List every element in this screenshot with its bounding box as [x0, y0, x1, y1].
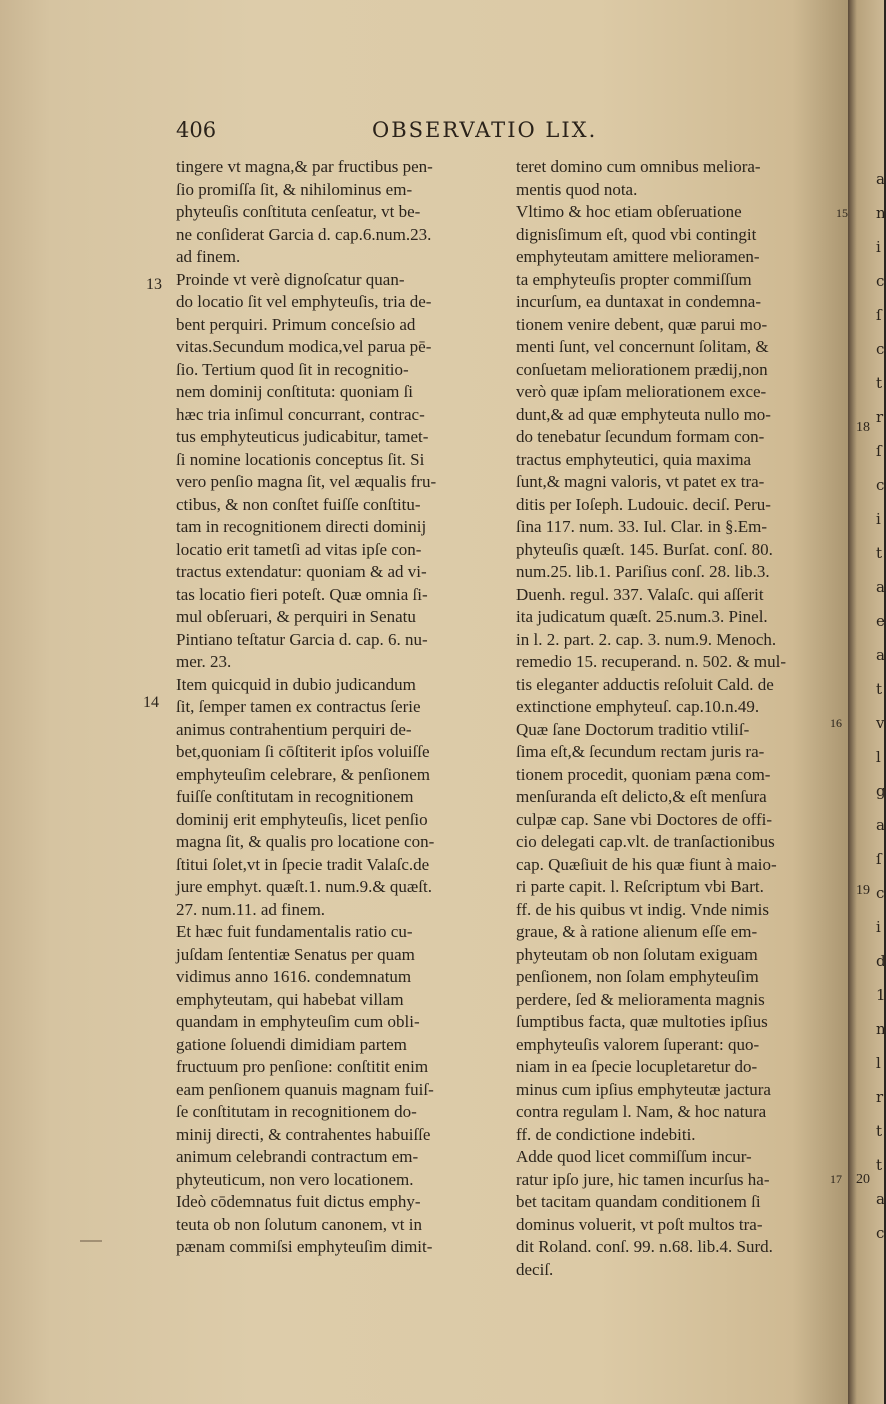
- left-column-line: bet,quoniam ſi cōſtiterit ipſos voluiſſe: [176, 742, 430, 761]
- left-column-line: ſit, ſemper tamen ex contractus ſerie: [176, 697, 421, 716]
- left-column-line: locatio erit tametſi ad vitas ipſe con-: [176, 539, 422, 559]
- left-column-line: nem dominij conſtituta: quoniam ſi: [176, 382, 414, 401]
- left-column-line: vidimus anno 1616. condemnatum: [176, 967, 412, 986]
- left-column-line: animum celebrandi contractum em-: [176, 1147, 419, 1166]
- right-column-line: niam in ea ſpecie locupletaretur do-: [516, 1057, 758, 1076]
- right-column-line: menſuranda eſt delicto,& eſt menſura: [516, 787, 767, 806]
- left-column-line: ſi nomine locationis conceptus ſit. Si: [176, 449, 425, 469]
- right-column-line: minus cum ipſius emphyteutæ jactura: [516, 1079, 771, 1099]
- edge-letter: i: [876, 510, 881, 528]
- right-column-line: extinctione emphyteuſ. cap.10.n.49.: [516, 697, 760, 716]
- edge-letter: c: [876, 340, 885, 358]
- left-column-line: Proinde vt verè dignoſcatur quan-: [176, 269, 405, 289]
- right-column-line: penſionem, non ſolam emphyteuſim: [516, 967, 759, 986]
- edge-letter: c: [876, 884, 885, 902]
- edge-letter: a: [876, 578, 885, 596]
- right-column-line: tionem procedit, quoniam pæna com-: [516, 764, 771, 784]
- left-column-line: quandam in emphyteuſim cum obli-: [176, 1012, 420, 1031]
- right-column-line: remedio 15. recuperand. n. 502. & mul-: [516, 652, 787, 671]
- edge-letter: a: [876, 646, 885, 664]
- edge-letter: d: [876, 952, 886, 970]
- edge-letter: v: [876, 714, 885, 732]
- left-column-line: animus contrahentium perquiri de-: [176, 719, 412, 739]
- left-column-line: ſio. Tertium quod ſit in recognitio-: [176, 359, 409, 379]
- left-column-line: tingere vt magna,& par fructibus pen-: [176, 157, 433, 176]
- edge-letter: a: [876, 816, 885, 834]
- right-column-line: bet tacitam quandam conditionem ſi: [516, 1192, 761, 1211]
- right-column-line: emphyteutam amittere melioramen-: [516, 247, 760, 266]
- left-column-line: fuiſſe conſtitutam in recognitionem: [176, 787, 414, 806]
- right-column-line: teret domino cum omnibus meliora-: [516, 157, 761, 176]
- left-column-line: tam in recognitionem directi dominij: [176, 517, 427, 536]
- margin-number-17: 17: [830, 1172, 842, 1186]
- right-column-line: ſina 117. num. 33. Iul. Clar. in §.Em-: [516, 517, 768, 536]
- right-column-line: ita judicatum quæſt. 25.num.3. Pinel.: [516, 607, 768, 626]
- right-column-line: tionem venire debent, quæ parui mo-: [516, 314, 768, 334]
- edge-letter: n: [876, 1020, 886, 1038]
- left-column-line: 27. num.11. ad finem.: [176, 899, 326, 919]
- edge-letter: g: [876, 782, 886, 800]
- edge-letter: t: [876, 544, 883, 562]
- right-column-line: conſuetam meliorationem prædij,non: [516, 359, 768, 379]
- left-column-line: hæc tria inſimul concurrant, contrac-: [176, 404, 425, 424]
- ink-mark: [80, 1240, 102, 1242]
- right-column-line: tis eleganter adductis reſoluit Cald. de: [516, 674, 774, 694]
- edge-letter: l: [876, 748, 881, 766]
- left-column-line: fructuum pro penſione: conſtitit enim: [176, 1057, 429, 1076]
- right-column-line: num.25. lib.1. Pariſius conſ. 28. lib.3.: [516, 562, 770, 581]
- left-column-line: eam penſionem quanuis magnam fuiſ-: [176, 1079, 434, 1099]
- right-column-line: mentis quod nota.: [516, 179, 638, 199]
- left-column-line: minij directi, & contrahentes habuiſſe: [176, 1124, 431, 1144]
- edge-letter: t: [876, 374, 883, 392]
- next-page-margin-19: 19: [856, 883, 870, 898]
- right-column-line: deciſ.: [516, 1259, 554, 1279]
- right-column-line: Vltimo & hoc etiam obſeruatione: [516, 202, 742, 221]
- left-column-line: do locatio ſit vel emphyteuſis, tria de-: [176, 292, 432, 311]
- edge-letter: e: [876, 612, 885, 630]
- left-column-line: ſio promiſſa ſit, & nihilominus em-: [176, 179, 413, 199]
- edge-letter: c: [876, 272, 885, 290]
- edge-letter: c: [876, 476, 885, 494]
- margin-number-16: 16: [830, 716, 842, 730]
- next-page-edge: [848, 0, 884, 1404]
- left-column-line: jure emphyt. quæſt.1. num.9.& quæſt.: [176, 877, 432, 896]
- right-column-line: menti ſunt, vel concernunt ſolitam, &: [516, 337, 769, 356]
- left-column-line: bent perquiri. Primum conceſsio ad: [176, 314, 416, 334]
- right-column-line: phyteuſis quæſt. 145. Burſat. conſ. 80.: [516, 539, 773, 559]
- left-text-column: [176, 156, 494, 1259]
- right-column-line: phyteutam ob non ſolutam exiguam: [516, 944, 758, 964]
- edge-letter: r: [876, 408, 884, 426]
- edge-letter: r: [876, 1088, 884, 1106]
- right-column-line: dignisſimum eſt, quod vbi contingit: [516, 224, 757, 244]
- left-column-line: pænam commiſsi emphyteuſim dimit-: [176, 1237, 433, 1256]
- right-column-line: dit Roland. conſ. 99. n.68. lib.4. Surd.: [516, 1237, 773, 1256]
- right-column-line: contra regulam l. Nam, & hoc natura: [516, 1102, 767, 1121]
- left-column-line: juſdam ſententiæ Senatus per quam: [176, 944, 415, 964]
- left-column-line: emphyteuſim celebrare, & penſionem: [176, 764, 430, 784]
- right-column-line: cio delegati cap.vlt. de tranſactionibus: [516, 832, 775, 851]
- left-column-line: ad finem.: [176, 247, 241, 266]
- right-column-line: incurſum, ea duntaxat in condemna-: [516, 292, 761, 311]
- right-text-column: [516, 156, 838, 1281]
- margin-number-13: 13: [146, 276, 162, 293]
- edge-letter: l: [876, 1054, 881, 1072]
- edge-letter: n: [876, 204, 886, 222]
- left-column-line: mer. 23.: [176, 652, 232, 671]
- left-column-line: Item quicquid in dubio judicandum: [176, 674, 416, 694]
- edge-letter: ſ: [876, 442, 882, 460]
- right-column-line: do tenebatur ſecundum formam con-: [516, 427, 765, 446]
- left-column-line: tractus extendatur: quoniam & ad vi-: [176, 562, 427, 581]
- right-column-line: Quæ ſane Doctorum traditio vtiliſ-: [516, 719, 750, 739]
- right-column-line: dunt,& ad quæ emphyteuta nullo mo-: [516, 404, 771, 424]
- left-column-line: phyteuſis conſtituta cenſeatur, vt be-: [176, 202, 421, 221]
- right-column-line: ratur ipſo jure, hic tamen incurſus ha-: [516, 1169, 770, 1189]
- edge-letter: ſ: [876, 306, 882, 324]
- right-column-line: dominus voluerit, vt poſt multos tra-: [516, 1214, 763, 1234]
- right-column-line: ſumptibus facta, quæ multoties ipſius: [516, 1012, 768, 1031]
- left-column-line: dominij erit emphyteuſis, licet penſio: [176, 809, 428, 829]
- left-column-line: gatione ſoluendi dimidiam partem: [176, 1034, 407, 1054]
- right-column-line: cap. Quæſiuit de his quæ fiunt à maio-: [516, 854, 777, 874]
- right-column-line: verò quæ ipſam meliorationem exce-: [516, 382, 767, 401]
- left-column-line: Ideò cōdemnatus fuit dictus emphy-: [176, 1192, 421, 1211]
- edge-letter: a: [876, 1190, 885, 1208]
- left-column-line: Et hæc fuit fundamentalis ratio cu-: [176, 922, 413, 941]
- right-column-line: ditis per Ioſeph. Ludouic. deciſ. Peru-: [516, 494, 771, 514]
- right-column-line: Adde quod licet commiſſum incur-: [516, 1147, 752, 1166]
- left-column-line: ſe conſtitutam in recognitionem do-: [176, 1102, 417, 1121]
- edge-letter: a: [876, 170, 885, 188]
- right-column-line: ſunt,& magni valoris, vt patet ex tra-: [516, 472, 765, 491]
- edge-letter: t: [876, 1156, 883, 1174]
- left-column-line: ſtitui ſolet,vt in ſpecie tradit Valaſc.de: [176, 854, 430, 874]
- next-page-margin-18: 18: [856, 420, 870, 435]
- margin-number-14: 14: [143, 694, 159, 711]
- left-column-line: Pintiano teſtatur Garcia d. cap. 6. nu-: [176, 629, 428, 649]
- left-column-line: teuta ob non ſolutum canonem, vt in: [176, 1214, 422, 1234]
- left-column-line: vero penſio magna ſit, vel æqualis fru-: [176, 472, 437, 491]
- page-header: [176, 118, 636, 148]
- left-column-line: emphyteutam, qui habebat villam: [176, 989, 404, 1009]
- left-column-line: tus emphyteuticus judicabitur, tamet-: [176, 427, 429, 446]
- right-column-line: ſima eſt,& ſecundum rectam juris ra-: [516, 742, 765, 761]
- right-column-line: ri parte capit. l. Reſcriptum vbi Bart.: [516, 877, 764, 896]
- right-column-line: ff. de his quibus vt indig. Vnde nimis: [516, 899, 769, 919]
- next-page-margin-20: 20: [856, 1172, 870, 1187]
- left-column-line: ne conſiderat Garcia d. cap.6.num.23.: [176, 224, 432, 244]
- left-column-line: phyteuticum, non vero locationem.: [176, 1169, 414, 1189]
- right-column-line: perdere, ſed & melioramenta magnis: [516, 989, 765, 1009]
- edge-letter: ſ: [876, 850, 882, 868]
- right-column-line: ff. de condictione indebiti.: [516, 1124, 696, 1144]
- left-column-line: tas locatio fieri poteſt. Quæ omnia ſi-: [176, 584, 428, 604]
- left-column-line: vitas.Secundum modica,vel parua pē-: [176, 337, 432, 356]
- right-column-line: in l. 2. part. 2. cap. 3. num.9. Menoch.: [516, 629, 777, 649]
- left-column-line: magna ſit, & qualis pro locatione con-: [176, 832, 435, 851]
- right-column-line: emphyteuſis valorem ſuperant: quo-: [516, 1034, 760, 1054]
- left-column-line: ctibus, & non conſtet fuiſſe conſtitu-: [176, 494, 421, 514]
- running-title: OBSERVATIO LIX.: [372, 118, 598, 142]
- left-column-line: mul obſeruari, & perquiri in Senatu: [176, 607, 416, 626]
- margin-number-15: 15: [836, 206, 848, 220]
- right-column-line: graue, & à ratione alienum eſſe em-: [516, 922, 758, 941]
- edge-letter: t: [876, 1122, 883, 1140]
- edge-letter: i: [876, 238, 881, 256]
- edge-letter: t: [876, 680, 883, 698]
- edge-letter: 1: [876, 986, 886, 1004]
- edge-letter: i: [876, 918, 881, 936]
- right-column-line: tractus emphyteutici, quia maxima: [516, 449, 752, 469]
- page-number: 406: [176, 118, 217, 142]
- right-column-line: culpæ cap. Sane vbi Doctores de offi-: [516, 809, 773, 829]
- right-column-line: ta emphyteuſis propter commiſſum: [516, 269, 752, 289]
- right-column-line: Duenh. regul. 337. Valaſc. qui aſſerit: [516, 584, 764, 604]
- edge-letter: c: [876, 1224, 885, 1242]
